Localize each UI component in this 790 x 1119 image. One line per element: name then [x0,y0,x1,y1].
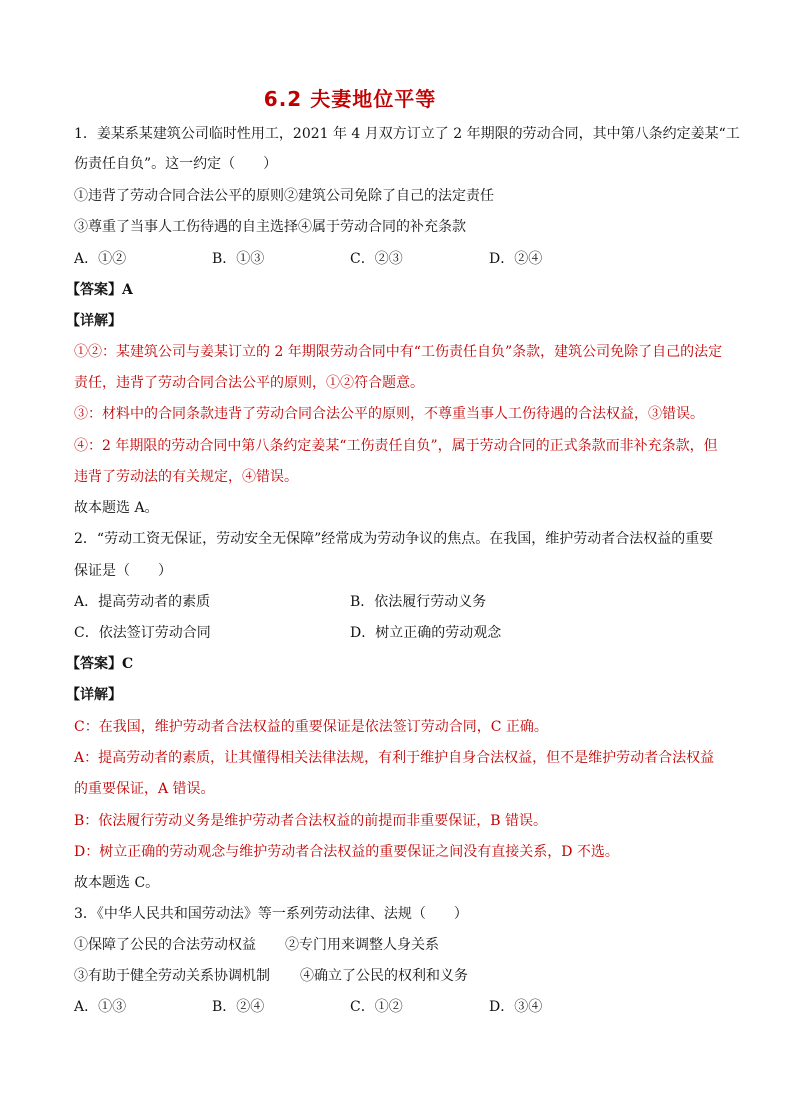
q1-explain-line3: ③：材料中的合同条款违背了劳动合同合法公平的原则，不尊重当事人工伤待遇的合法权益，③错误。 [74,406,704,422]
q2-explain-line5: D：树立正确的劳动观念与维护劳动者合法权益的重要保证之间没有直接关系，D 不选。 [74,844,619,860]
q3-item-1: ①保障了公民的合法劳动权益 [74,937,256,953]
q2-stem-line1: 2．“劳动工资无保证，劳动安全无保障”经常成为劳动争议的焦点。在我国，维护劳动者合法权益的重要 [74,531,714,547]
q1-stem-line2: 伤责任自负”。这一约定（ ） [74,156,278,172]
q2-answer: 【答案】C [66,656,134,672]
q3-option-a: A．①③ [74,999,127,1015]
q1-explain-line5: 违背了劳动法的有关规定，④错误。 [74,469,298,485]
q1-option-a: A．①② [74,251,127,267]
q2-explain-line3: 的重要保证，A 错误。 [74,781,215,797]
q2-explain-line2: A：提高劳动者的素质，让其懂得相关法律法规，有利于维护自身合法权益，但不是维护劳动者合法权益 [74,750,715,766]
q1-explain-line2: 责任，违背了劳动合同合法公平的原则，①②符合题意。 [74,375,424,391]
q3-option-b: B．②④ [212,999,265,1015]
q1-conclusion: 故本题选 A。 [74,500,159,516]
q1-option-d: D．②④ [489,251,543,267]
q1-item-line2: ③尊重了当事人工伤待遇的自主选择④属于劳动合同的补充条款 [74,219,466,235]
page-title: 6.2 夫妻地位平等 [263,87,437,111]
q3-item-3: ③有助于健全劳动关系协调机制 [74,968,270,984]
q2-option-d: D．树立正确的劳动观念 [350,625,502,641]
q2-conclusion: 故本题选 C。 [74,875,160,891]
q3-item-2: ②专门用来调整人身关系 [285,937,439,953]
q2-option-a: A．提高劳动者的素质 [74,594,211,610]
q1-stem-line1: 1．姜某系某建筑公司临时性用工，2021 年 4 月双方订立了 2 年期限的劳动合同，其中第八条约定姜某“工 [74,126,740,142]
q3-option-d: D．③④ [489,999,543,1015]
q3-option-c: C．①② [350,999,403,1015]
q2-detail-label: 【详解】 [66,687,122,703]
q2-option-b: B．依法履行劳动义务 [350,594,487,610]
q1-detail-label: 【详解】 [66,313,122,329]
q3-item-4: ④确立了公民的权利和义务 [300,968,468,984]
q2-explain-line4: B：依法履行劳动义务是维护劳动者合法权益的前提而非重要保证，B 错误。 [74,813,548,829]
q1-explain-line1: ①②：某建筑公司与姜某订立的 2 年期限劳动合同中有“工伤责任自负”条款，建筑公司免除了自己的法定 [74,344,723,360]
q2-stem-line2: 保证是（ ） [74,563,172,579]
q1-answer: 【答案】A [66,282,133,298]
q1-item-line1: ①违背了劳动合同合法公平的原则②建筑公司免除了自己的法定责任 [74,188,494,204]
q3-stem-line1: 3．《中华人民共和国劳动法》等一系列劳动法律、法规（ ） [74,906,468,922]
q2-explain-line1: C：在我国，维护劳动者合法权益的重要保证是依法签订劳动合同，C 正确。 [74,719,548,735]
q2-option-c: C．依法签订劳动合同 [74,625,211,641]
q1-option-c: C．②③ [350,251,403,267]
q1-option-b: B．①③ [212,251,265,267]
q1-explain-line4: ④：2 年期限的劳动合同中第八条约定姜某“工伤责任自负”，属于劳动合同的正式条款而非补充条款，但 [74,438,718,454]
